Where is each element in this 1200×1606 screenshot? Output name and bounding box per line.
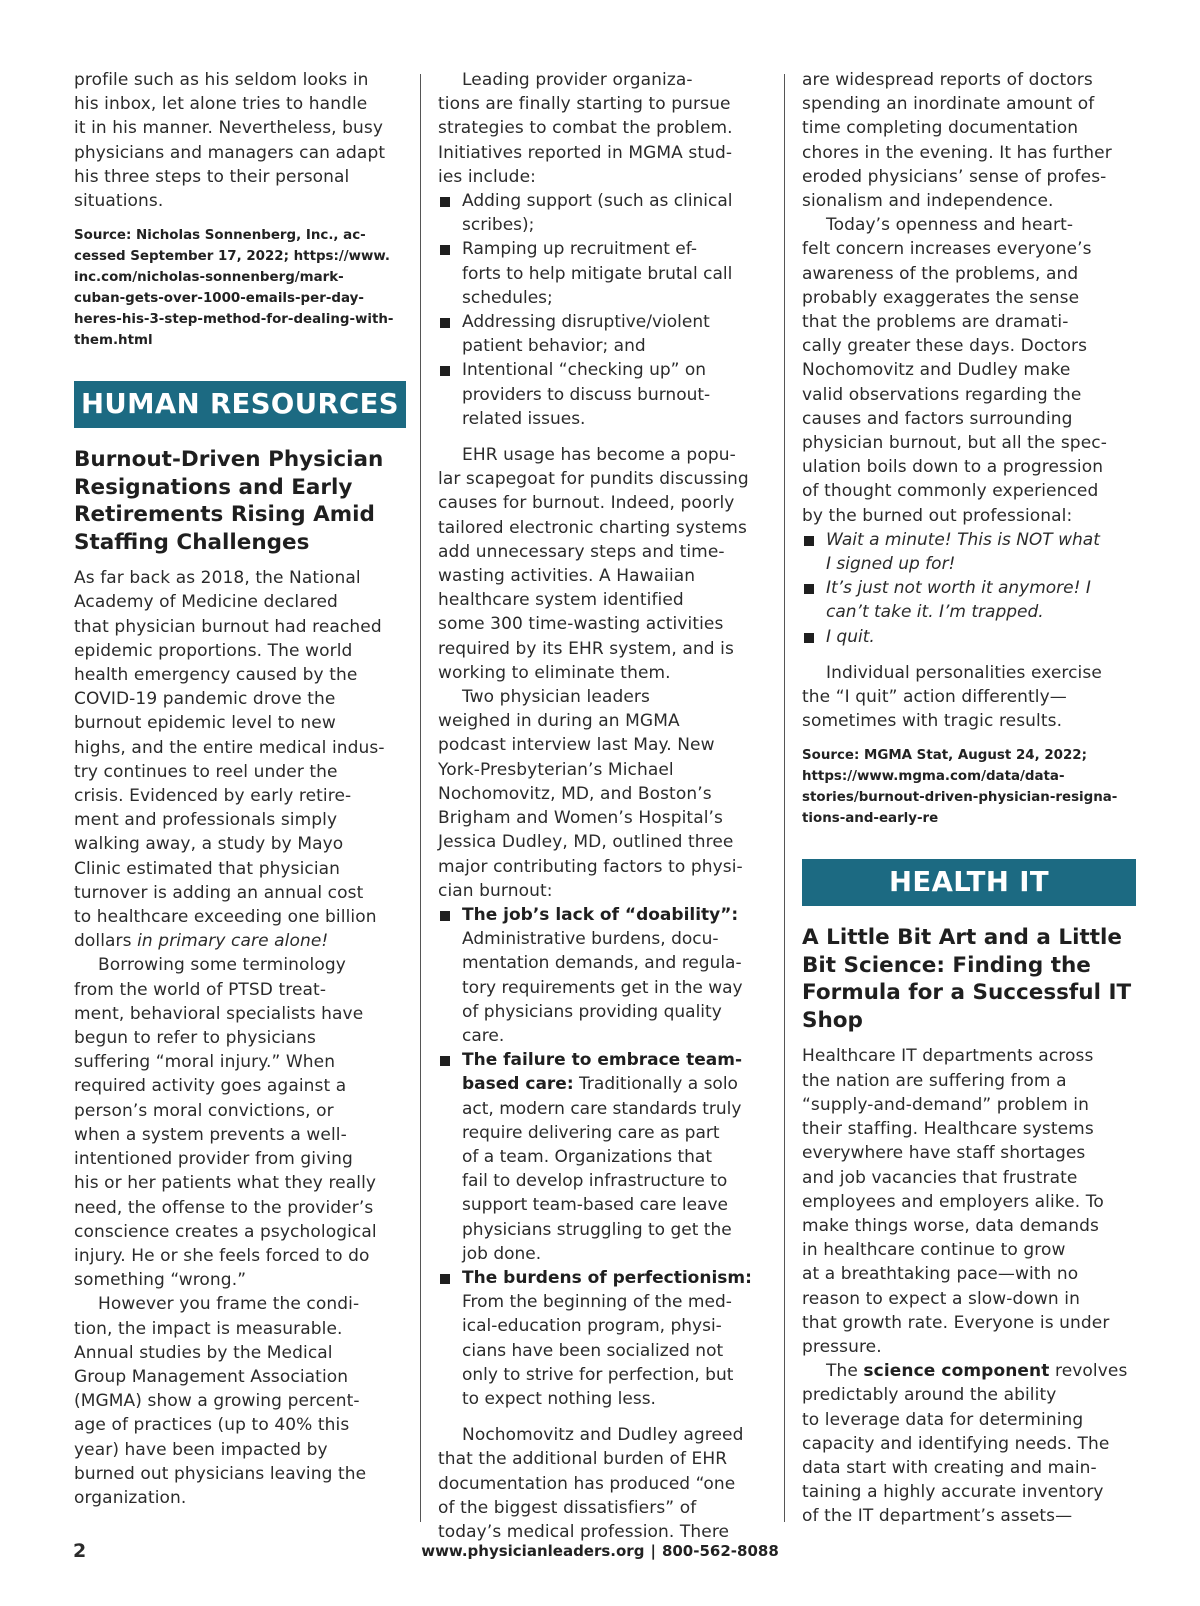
col2-paragraph-3: Two physician leaders weighed in during an MGMA podcast interview last May. New York-Presbyterian’s Michael Nochomovitz, MD, and Boston’s Brigham and Women’s Hospital’s Jessica Dudley, MD, outlined three major contributing factors to physi- cian burnout: — [438, 687, 743, 901]
initiatives-list — [438, 189, 770, 431]
factor-heading: The failure to embrace team- based care: — [462, 1050, 743, 1095]
col3-paragraph-5-post: revolves predictably around the ability to leverage data for determining capacity and identifying needs. The data start with creating and main- taining a highly accurate inventory of the IT department’s assets— — [802, 1361, 1128, 1527]
col2-paragraph-2: EHR usage has become a popu- lar scapegoat for pundits discussing causes for burnout. Indeed, poorly tailored electronic charting systems add unnecessary steps and time- wasting activities. A Hawaiian healthcare system identified some 300 time-wasting activities required by its EHR system, and is working to eliminate them. — [438, 445, 749, 683]
column-2 — [438, 68, 770, 1544]
list-item — [802, 528, 1136, 576]
col3-paragraph-5-pre: The — [826, 1361, 864, 1382]
section-banner-health-it: HEALTH IT — [802, 859, 1136, 906]
column-rule-left — [420, 74, 421, 1522]
list-item — [438, 1048, 770, 1266]
col3-paragraph-5 — [802, 1359, 1136, 1528]
col3-paragraph-1: are widespread reports of doctors spending an inordinate amount of time completing documentation chores in the evening. It has further eroded physicians’ sense of profes- sionalism and independence. — [802, 70, 1112, 212]
science-component-bold: science component — [863, 1361, 1050, 1382]
list-item: Intentional “checking up” on providers to discuss burnout- related issues. — [438, 358, 770, 431]
factor-heading: The burdens of perfectionism: — [462, 1267, 752, 1288]
list-item — [438, 903, 770, 1048]
page-footer — [0, 1542, 1200, 1560]
thought-progression-list — [802, 528, 1136, 649]
footer-separator: | — [650, 1542, 656, 1560]
list-item: Adding support (such as clinical scribes); — [438, 189, 770, 237]
column-rule-right — [784, 74, 785, 1522]
list-item — [802, 625, 1136, 649]
source-citation-2: Source: MGMA Stat, August 24, 2022; https://www.mgma.com/data/data- stories/burnout-driven-physician-resigna- tions-and-early-re — [802, 748, 1118, 827]
list-item-text: I quit. — [826, 626, 875, 647]
col2-paragraph-1: Leading provider organiza- tions are finally starting to pursue strategies to combat the problem. Initiatives reported in MGMA stud- ies include: — [438, 70, 733, 187]
article-title-burnout: Burnout-Driven Physician Resignations and Early Retirements Rising Amid Staffing Challenges — [74, 447, 384, 555]
list-item — [802, 576, 1136, 624]
source-citation-1: Source: Nicholas Sonnenberg, Inc., ac- cessed September 17, 2022; https://www. inc.com/nicholas-sonnenberg/mark- cuban-gets-over-1000-emails-per-day- heres-his-3-step-method-for-dealing-with- them.html — [74, 228, 394, 349]
article-paragraph-2: Borrowing some terminology from the world of PTSD treat- ment, behavioral specialists have begun to refer to physicians suffering “moral injury.” When required activity goes against a person’s moral convictions, or when a system prevents a well- intentioned provider from giving his or her patients what they really need, the offense to the provider’s conscience creates a psychological injury. He or she feels forced to do something “wrong.” — [74, 955, 377, 1291]
article-title-it-shop: A Little Bit Art and a Little Bit Science: Finding the Formula for a Successful IT Shop — [802, 925, 1132, 1033]
page-number: 2 — [73, 1540, 87, 1562]
footer-website-link[interactable]: www.physicianleaders.org — [421, 1542, 645, 1560]
article-paragraph-1 — [74, 566, 406, 953]
factor-text: From the beginning of the med- ical-education program, physi- cians have been socialized not only to strive for perfection, but to expect nothing less. — [462, 1292, 734, 1409]
section-banner-human-resources: HUMAN RESOURCES — [74, 381, 406, 428]
factor-text: Traditionally a solo act, modern care standards truly require delivering care as part of a team. Organizations that fail to develop infrastructure to support team-based care leave physicians struggling to get the job done. — [462, 1074, 742, 1264]
list-item: Ramping up recruitment ef- forts to help mitigate brutal call schedules; — [438, 237, 770, 310]
factor-text: Administrative burdens, docu- mentation demands, and regula- tory requirements get in the way of physicians providing quality care. — [462, 929, 743, 1046]
burnout-factors-list — [438, 903, 770, 1411]
article-paragraph-1-italic: in primary care alone! — [137, 931, 329, 952]
column-3 — [802, 68, 1136, 1529]
col2-paragraph-4: Nochomovitz and Dudley agreed that the additional burden of EHR documentation has produced “one of the biggest dissatisfiers” of today’s medical profession. There — [438, 1425, 744, 1542]
list-item: Addressing disruptive/violent patient behavior; and — [438, 310, 770, 358]
column-1 — [74, 68, 406, 1510]
article-paragraph-3: However you frame the condi- tion, the impact is measurable. Annual studies by the Medical Group Management Association (MGMA) show a growing percent- age of practices (up to 40% this year) have been impacted by burned out physicians leaving the organization. — [74, 1294, 367, 1508]
intro-paragraph: profile such as his seldom looks in his inbox, let alone tries to handle it in his manner. Nevertheless, busy physicians and managers can adapt his three steps to their personal situations. — [74, 70, 386, 212]
col3-paragraph-2: Today’s openness and heart- felt concern increases everyone’s awareness of the problems, and probably exaggerates the sense that the problems are dramati- cally greater these days. Doctors Nochomovitz and Dudley make valid observations regarding the causes and factors surrounding physician burnout, but all the spec- ulation boils down to a progression of thought commonly experienced by the burned out professional: — [802, 215, 1107, 526]
footer-phone: 800-562-8088 — [661, 1542, 779, 1560]
list-item-text: It’s just not worth it anymore! I can’t take it. I’m trapped. — [826, 578, 1091, 623]
col3-paragraph-3: Individual personalities exercise the “I quit” action differently— sometimes with tragic results. — [802, 662, 1102, 732]
factor-heading: The job’s lack of “doability”: — [462, 904, 739, 925]
list-item-text: Wait a minute! This is NOT what I signed up for! — [826, 529, 1100, 575]
list-item — [438, 1266, 770, 1411]
col3-paragraph-4: Healthcare IT departments across the nation are suffering from a “supply-and-demand” problem in their staffing. Healthcare systems everywhere have staff shortages and job vacancies that frustrate employees and employers alike. To make things worse, data demands in healthcare continue to grow at a breathtaking pace—with no reason to expect a slow-down in that growth rate. Everyone is under pressure. — [802, 1046, 1110, 1357]
article-paragraph-1-text: As far back as 2018, the National Academy of Medicine declared that physician burnout had reached epidemic proportions. The world health emergency caused by the COVID-19 pandemic drove the burnout epidemic level to new highs, and the entire medical indus- try continues to reel under the crisis. Evidenced by early retire- ment and professionals simply walking away, a study by Mayo Clinic estimated that physician turnover is adding an annual cost to healthcare exceeding one billion dollars — [74, 568, 385, 952]
